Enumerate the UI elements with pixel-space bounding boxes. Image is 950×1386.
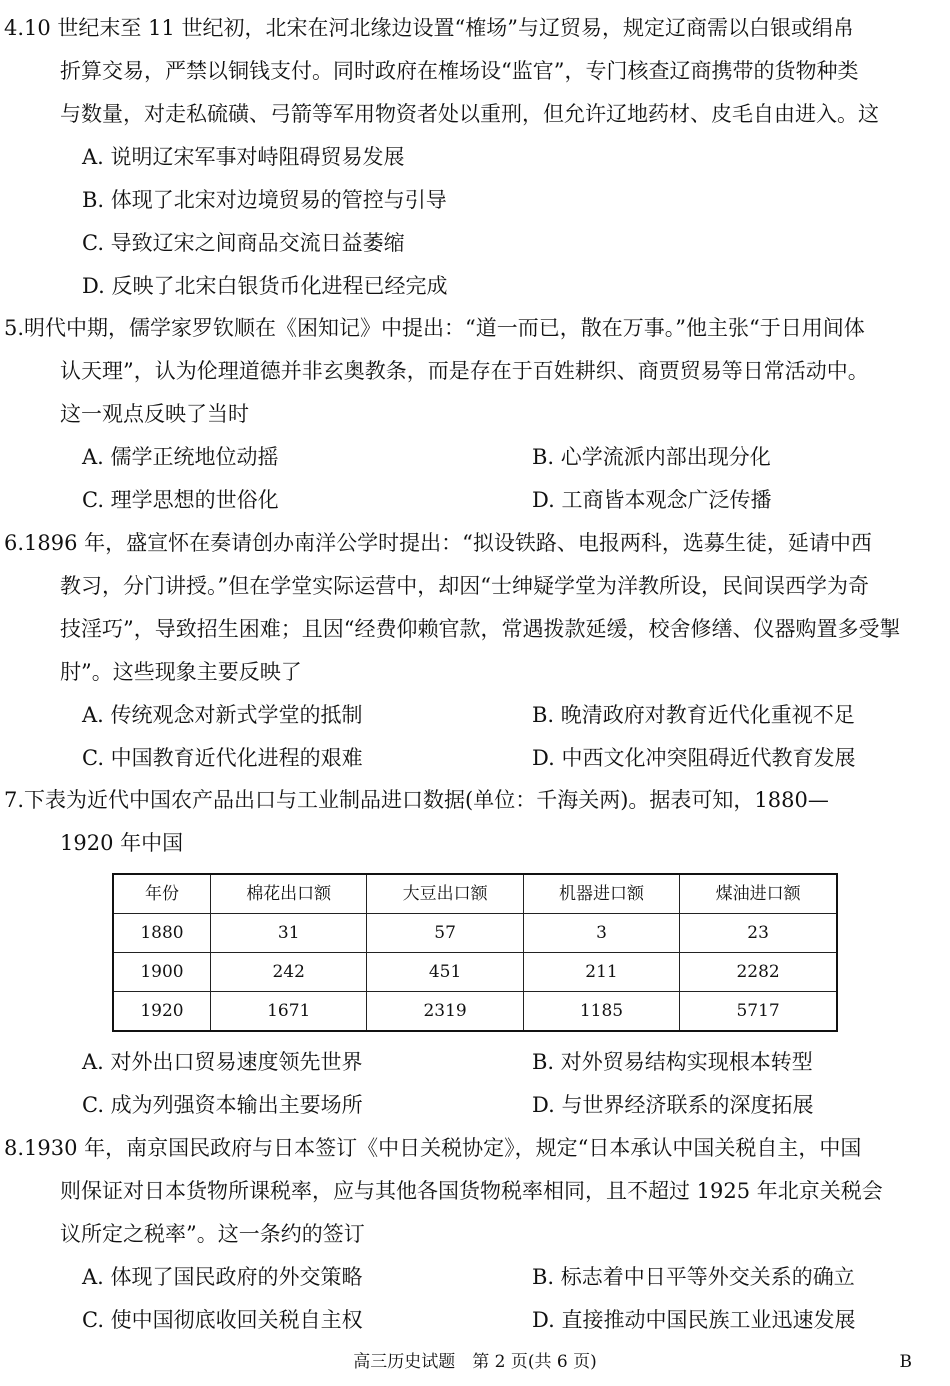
question-stem: 8.1930 年，南京国民政府与日本签订《中日关税协定》，规定“日本承认中国关税自主，中国 则保证对日本货物所课税率，应与其他各国货物税率相同，且不超过 1925 年北京关税会 议所定之税率”。这一条约的签订 <box>60 1127 915 1256</box>
option-c: C. 导致辽宋之间商品交流日益萎缩 <box>82 231 405 255</box>
option-c: C. 理学思想的世俗化 <box>82 488 279 512</box>
table-cell: 31 <box>211 914 367 953</box>
table-cell: 2319 <box>367 992 523 1032</box>
option-d: D. 中西文化冲突阻碍近代教育发展 <box>532 746 856 770</box>
table-cell: 1671 <box>211 992 367 1032</box>
option-a: A. 传统观念对新式学堂的抵制 <box>82 703 363 727</box>
table-cell: 451 <box>367 953 523 992</box>
table-header: 大豆出口额 <box>367 874 523 914</box>
option-a: A. 对外出口贸易速度领先世界 <box>82 1050 363 1074</box>
question-number: 5. <box>4 316 25 340</box>
table-header-row <box>113 874 837 914</box>
option-b: B. 心学流派内部出现分化 <box>532 445 771 469</box>
question-stem: 4.10 世纪末至 11 世纪初，北宋在河北缘边设置“榷场”与辽贸易，规定辽商需以白银或绢帛 折算交易，严禁以铜钱支付。同时政府在榷场设“监官”，专门核查辽商携带的货物种类 与数量，对走私硫磺、弓箭等军用物资者处以重刑，但允许辽地药材、皮毛自由进入。这 <box>60 7 915 136</box>
table-cell: 242 <box>211 953 367 992</box>
option-b: B. 晚清政府对教育近代化重视不足 <box>532 703 855 727</box>
table-cell: 1900 <box>113 953 211 992</box>
page-footer <box>0 1350 950 1374</box>
option-c: C. 使中国彻底收回关税自主权 <box>82 1308 363 1332</box>
question-number: 8. <box>4 1136 25 1160</box>
question-stem: 6.1896 年，盛宣怀在奏请创办南洋公学时提出：“拟设铁路、电报两科，选募生徒，延请中西 教习，分门讲授。”但在学堂实际运营中，却因“士绅疑学堂为洋教所设，民间误西学为奇 技淫巧”，导致招生困难；且因“经费仰赖官款，常遇拨款延缓，校舍修缮、仪器购置多受掣 肘”。这些现象主要反映了 <box>60 522 915 694</box>
table-row <box>113 992 837 1032</box>
table-cell: 1920 <box>113 992 211 1032</box>
option-d: D. 与世界经济联系的深度拓展 <box>532 1093 814 1117</box>
question-7-options <box>60 1041 915 1127</box>
options <box>60 136 915 308</box>
table-header: 年份 <box>113 874 211 914</box>
question-7 <box>4 779 915 865</box>
option-b: B. 体现了北宋对边境贸易的管控与引导 <box>82 188 447 212</box>
table-header: 棉花出口额 <box>211 874 367 914</box>
option-d: D. 反映了北宋白银货币化进程已经完成 <box>82 274 448 298</box>
option-a: A. 说明辽宋军事对峙阻碍贸易发展 <box>82 145 405 169</box>
option-b: B. 对外贸易结构实现根本转型 <box>532 1050 813 1074</box>
data-table <box>112 873 838 1032</box>
table-cell: 57 <box>367 914 523 953</box>
options <box>60 694 915 780</box>
question-stem: 7.下表为近代中国农产品出口与工业制品进口数据(单位：千海关两)。据表可知，1880— 1920 年中国 <box>60 779 915 865</box>
table-cell: 5717 <box>680 992 837 1032</box>
table-header: 煤油进口额 <box>680 874 837 914</box>
option-d: D. 工商皆本观念广泛传播 <box>532 488 772 512</box>
question-number: 7. <box>4 788 25 812</box>
question-number: 4. <box>4 16 25 40</box>
table-row <box>113 914 837 953</box>
question-8 <box>4 1127 915 1342</box>
option-c: C. 成为列强资本输出主要场所 <box>82 1093 363 1117</box>
option-a: A. 体现了国民政府的外交策略 <box>82 1265 363 1289</box>
table-cell: 3 <box>523 914 679 953</box>
option-b: B. 标志着中日平等外交关系的确立 <box>532 1265 855 1289</box>
table-header: 机器进口额 <box>523 874 679 914</box>
question-6 <box>4 522 915 780</box>
options <box>60 436 915 522</box>
table-cell: 211 <box>523 953 679 992</box>
options <box>60 1256 915 1342</box>
question-stem: 5.明代中期，儒学家罗钦顺在《困知记》中提出：“道一而已，散在万事。”他主张“于日用间体 认天理”，认为伦理道德并非玄奥教条，而是存在于百姓耕织、商贾贸易等日常活动中。 这一观点反映了当时 <box>60 307 915 436</box>
question-5 <box>4 307 915 522</box>
table-cell: 2282 <box>680 953 837 992</box>
option-d: D. 直接推动中国民族工业迅速发展 <box>532 1308 856 1332</box>
table-cell: 1185 <box>523 992 679 1032</box>
option-c: C. 中国教育近代化进程的艰难 <box>82 746 363 770</box>
option-a: A. 儒学正统地位动摇 <box>82 445 279 469</box>
table-row <box>113 953 837 992</box>
paper-code: B <box>899 1352 912 1372</box>
footer-page-info: 高三历史试题 第 2 页(共 6 页) <box>353 1352 597 1372</box>
question-number: 6. <box>4 531 25 555</box>
table-cell: 1880 <box>113 914 211 953</box>
options <box>60 1041 915 1127</box>
question-4 <box>4 7 915 308</box>
table-cell: 23 <box>680 914 837 953</box>
